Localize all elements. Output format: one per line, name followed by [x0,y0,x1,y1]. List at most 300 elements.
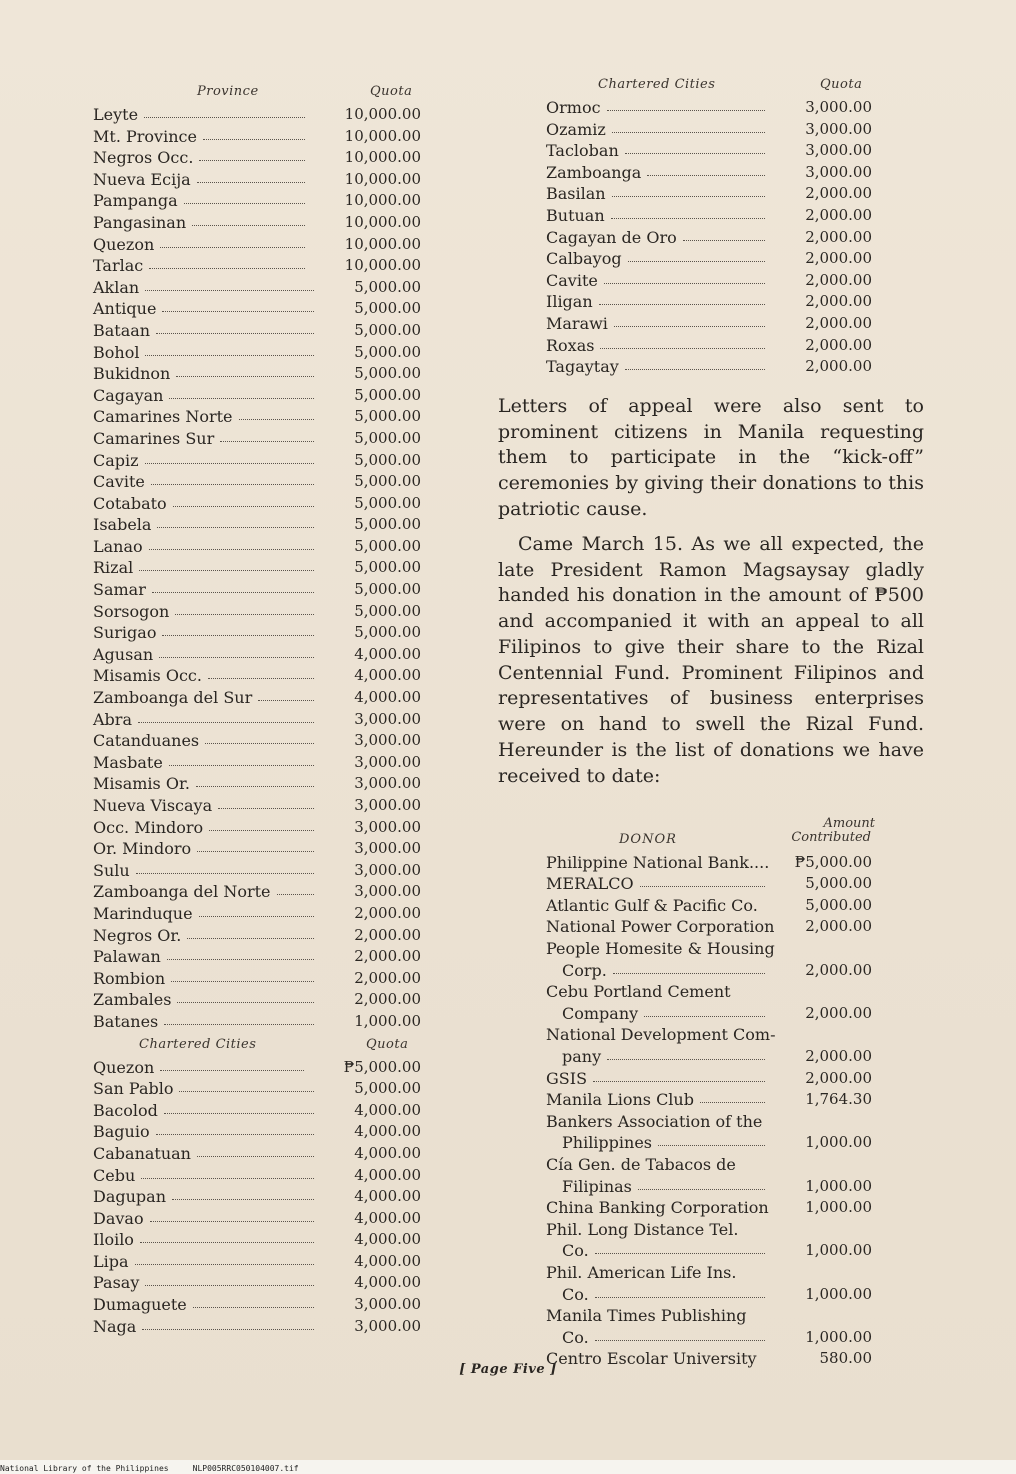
province-row [93,773,423,795]
donor-name: GSIS [546,1068,588,1088]
city-row-name: Ormoc [546,98,601,117]
city-row-name: Roxas [546,335,595,355]
donor-row [546,895,924,917]
dot-leader [612,132,765,133]
city-row-name: Iloilo [93,1230,134,1250]
donor-amount: 5,000.00 [805,895,872,914]
province-row-quota: 3,000.00 [354,752,421,771]
dot-leader [145,1285,314,1286]
city-row-name: Ozamiz [546,119,606,139]
city-row-quota: 2,000.00 [805,270,872,289]
province-row [93,320,423,342]
dot-leader [197,851,314,852]
province-row [93,860,423,882]
donor-name-continued: Co. [562,1241,589,1261]
city-row-quota: 4,000.00 [354,1187,421,1206]
donor-row [546,873,924,895]
donor-name: Phil. American Life Ins. [546,1262,737,1282]
province-row-name: Samar [93,580,146,600]
cities-quota-header: Quota [366,1036,409,1052]
city-row-name: Quezon [93,1057,155,1077]
donor-row-continued [546,1327,924,1349]
donor-row-continued [546,960,924,982]
dot-leader [150,1221,314,1222]
dot-leader [658,1145,765,1146]
dot-leader [144,117,305,118]
donor-row [546,938,924,960]
city-row-name: Marawi [546,313,608,333]
dot-leader [179,1091,314,1092]
donor-name: Cía Gen. de Tabacos de [546,1154,736,1174]
province-row [93,255,423,277]
city-row-name: Cebu [93,1165,136,1185]
dot-leader [614,326,765,327]
donor-amount: 1,000.00 [805,1284,872,1303]
donor-row [546,981,924,1003]
dot-leader [136,873,314,874]
donor-row [546,1089,924,1111]
city-row-name: San Pablo [93,1079,174,1099]
city-row [546,119,924,141]
province-row-name: Zamboanga del Sur [93,688,253,708]
donor-row [546,1262,924,1284]
donor-amount: ₱5,000.00 [794,852,872,871]
donor-row [546,1154,924,1176]
right-cities-table-header [546,77,924,97]
donor-name-continued: pany [562,1047,602,1067]
donor-name: People Homesite & Housing [546,939,775,959]
province-row-name: Cotabato [93,493,167,513]
province-row-name: Surigao [93,623,157,643]
dot-leader [157,527,314,528]
city-row [93,1316,423,1338]
province-table-header [93,84,423,104]
donor-row-continued [546,1132,924,1154]
province-row-name: Marinduque [93,903,193,923]
province-row-name: Abra [93,709,132,729]
province-row [93,644,423,666]
province-row-quota: 5,000.00 [354,320,421,339]
donor-row [546,916,924,938]
province-row [93,277,423,299]
province-row [93,709,423,731]
city-row [93,1100,423,1122]
city-row [93,1078,423,1100]
city-row-quota: 2,000.00 [805,357,872,376]
donor-amount: 2,000.00 [805,960,872,979]
donor-row [546,1197,924,1219]
city-row [546,162,924,184]
donor-amount: 2,000.00 [805,917,872,936]
province-row [93,536,423,558]
dot-leader [171,981,314,982]
dot-leader [197,1156,314,1157]
donor-row-continued [546,1240,924,1262]
donor-name-continued: Co. [562,1284,589,1304]
city-row [546,183,924,205]
province-row-quota: 3,000.00 [354,731,421,750]
dot-leader [167,959,314,960]
city-quota-list-right [546,97,924,378]
city-row [93,1294,423,1316]
donor-name: Bankers Association of the [546,1111,763,1131]
province-header: Province [197,84,259,99]
province-row-name: Pampanga [93,191,178,211]
province-row-quota: 10,000.00 [344,234,421,253]
city-row-quota: 4,000.00 [354,1230,421,1249]
city-row-quota: 2,000.00 [805,205,872,224]
province-row [93,579,423,601]
donor-row [546,1024,924,1046]
donor-name: MERALCO [546,874,634,894]
province-row-name: Misamis Occ. [93,666,202,686]
province-row-quota: 4,000.00 [354,666,421,685]
city-row-name: Dumaguete [93,1295,187,1315]
dot-leader [149,549,314,550]
province-row-name: Lanao [93,536,143,556]
city-row [546,335,924,357]
province-row-quota: 5,000.00 [354,558,421,577]
dot-leader [193,1307,314,1308]
contributed-header: Contributed [791,829,871,845]
dot-leader [145,290,314,291]
province-row-name: Bohol [93,342,140,362]
city-row [546,97,924,119]
province-row [93,104,423,126]
donor-amount: 1,000.00 [805,1198,872,1217]
province-row [93,342,423,364]
donor-row [546,1068,924,1090]
dot-leader [169,398,314,399]
dot-leader [607,1059,765,1060]
donor-name: Cebu Portland Cement [546,982,731,1002]
province-row [93,385,423,407]
dot-leader [625,153,765,154]
right-cities-header: Chartered Cities [598,77,716,92]
dot-leader [164,1113,314,1114]
city-row-name: Zamboanga [546,162,642,182]
province-row-name: Nueva Ecija [93,169,191,189]
donor-header: DONOR [619,831,677,847]
province-row-quota: 5,000.00 [354,493,421,512]
city-row-name: Cavite [546,270,598,290]
donor-row-continued [546,1046,924,1068]
province-row-quota: 5,000.00 [354,428,421,447]
city-row-quota: ₱5,000.00 [343,1057,421,1076]
dot-leader [625,369,765,370]
province-row [93,471,423,493]
province-row [93,169,423,191]
province-row [93,1011,423,1033]
province-row-name: Quezon [93,234,155,254]
donor-name: China Banking Corporation [546,1198,769,1218]
dot-leader [173,506,314,507]
province-row-name: Masbate [93,752,163,772]
province-row [93,234,423,256]
city-row-quota: 4,000.00 [354,1165,421,1184]
province-row-quota: 5,000.00 [354,385,421,404]
province-row-quota: 2,000.00 [354,947,421,966]
dot-leader [607,110,765,111]
donor-amount: 1,000.00 [805,1327,872,1346]
province-row-quota: 2,000.00 [354,968,421,987]
province-row-name: Agusan [93,644,154,664]
dot-leader [169,765,314,766]
dot-leader [628,261,765,262]
city-row-name: Pasay [93,1273,140,1293]
city-row-quota: 3,000.00 [805,141,872,160]
province-row-name: Camarines Sur [93,428,215,448]
province-row-name: Leyte [93,105,139,124]
dot-leader [595,1297,765,1298]
city-row-quota: 2,000.00 [805,335,872,354]
dot-leader [151,484,314,485]
province-row-name: Isabela [93,515,152,535]
province-row-name: Antique [93,299,157,319]
page-number: [ Page Five ] [459,1362,557,1377]
city-row-name: Cagayan de Oro [546,227,677,247]
dot-leader [277,894,314,895]
province-row [93,493,423,515]
province-row-quota: 5,000.00 [354,277,421,296]
dot-leader [700,1102,765,1103]
province-row [93,925,423,947]
donor-row-continued [546,1003,924,1025]
province-row-name: Cagayan [93,385,164,405]
province-row-quota: 3,000.00 [354,817,421,836]
province-row-quota: 4,000.00 [354,644,421,663]
province-row-quota: 2,000.00 [354,925,421,944]
dot-leader [593,1081,765,1082]
city-row-quota: 3,000.00 [805,119,872,138]
city-row [93,1186,423,1208]
province-row-name: Pangasinan [93,212,187,232]
city-row-quota: 4,000.00 [354,1251,421,1270]
dot-leader [604,283,765,284]
city-row-name: Basilan [546,184,606,204]
donor-amount: 5,000.00 [805,874,872,893]
city-row [93,1121,423,1143]
province-row-quota: 10,000.00 [344,212,421,231]
province-quota-list [93,104,423,1033]
province-row [93,428,423,450]
dot-leader [205,743,314,744]
city-row [93,1229,423,1251]
dot-leader [141,1178,314,1179]
donor-name-continued: Filipinas [562,1176,632,1196]
province-row-name: Sulu [93,860,130,880]
dot-leader [208,678,314,679]
city-row-quota: 3,000.00 [354,1295,421,1314]
province-row-name: Catanduanes [93,731,200,751]
province-row [93,190,423,212]
province-row-quota: 10,000.00 [344,169,421,188]
province-row [93,989,423,1011]
province-row [93,126,423,148]
province-row [93,752,423,774]
dot-leader [175,614,314,615]
province-row-name: Rombion [93,968,166,988]
city-row-quota: 2,000.00 [805,249,872,268]
province-row [93,212,423,234]
dot-leader [159,657,314,658]
dot-leader [595,1340,765,1341]
province-row-name: Palawan [93,947,161,967]
dot-leader [595,1253,765,1254]
province-row-quota: 5,000.00 [354,407,421,426]
dot-leader [638,1189,765,1190]
city-row-name: Davao [93,1208,144,1228]
archive-stamp: National Library of the Philippines NLP005RRC050104007.tif [0,1464,299,1473]
dot-leader [138,722,314,723]
left-column [93,84,423,1337]
appeal-paragraph: Letters of appeal were also sent to prominent citizens in Manila requesting them to participate in the “kick-off” ceremonies by giving their donations to this patriotic cause. [498,394,924,520]
right-column [498,77,924,1370]
province-row-quota: 3,000.00 [354,882,421,901]
city-row [546,291,924,313]
city-row-quota: 2,000.00 [805,313,872,332]
city-row [93,1057,423,1079]
city-row-name: Tacloban [546,141,619,161]
province-row-name: Camarines Norte [93,407,233,427]
donor-table-header [543,816,923,852]
province-row-name: Negros Or. [93,925,182,945]
city-quota-list-left [93,1057,423,1338]
dot-leader [258,700,314,701]
donor-amount: 1,000.00 [805,1241,872,1260]
dot-leader [613,973,765,974]
province-row-quota: 3,000.00 [354,839,421,858]
city-row-quota: 2,000.00 [805,292,872,311]
province-row [93,687,423,709]
dot-leader [611,218,765,219]
province-row-quota: 5,000.00 [354,580,421,599]
province-row-quota: 10,000.00 [344,126,421,145]
dot-leader [187,938,314,939]
city-row-name: Baguio [93,1122,150,1142]
donor-row [546,1305,924,1327]
dot-leader [683,240,765,241]
city-row [546,227,924,249]
dot-leader [160,1070,304,1071]
province-row-name: Rizal [93,558,134,578]
province-row-quota: 5,000.00 [354,601,421,620]
province-row-quota: 3,000.00 [354,796,421,814]
city-row-quota: 3,000.00 [805,98,872,116]
city-row [546,248,924,270]
province-row-name: Misamis Or. [93,774,190,794]
donor-name: Atlantic Gulf & Pacific Co. [546,895,758,915]
province-row [93,903,423,925]
city-row-quota: 2,000.00 [805,184,872,203]
city-row-quota: 4,000.00 [354,1122,421,1141]
dot-leader [156,333,314,334]
dot-leader [196,786,314,787]
donor-amount: 2,000.00 [805,1068,872,1087]
dot-leader [197,182,305,183]
donor-name: Centro Escolar University [546,1349,757,1369]
city-row [546,205,924,227]
city-row-quota: 2,000.00 [805,227,872,246]
province-row-quota: 2,000.00 [354,990,421,1009]
province-row [93,450,423,472]
province-row-name: Nueva Viscaya [93,796,213,815]
province-row [93,406,423,428]
province-row-name: Occ. Mindoro [93,817,204,837]
city-row-quota: 3,000.00 [805,162,872,181]
province-row-name: Zambales [93,990,172,1010]
city-row-name: Lipa [93,1251,129,1271]
dot-leader [600,348,765,349]
donor-name: National Power Corporation [546,917,775,937]
donor-name: Manila Lions Club [546,1090,694,1110]
donor-name: Manila Times Publishing [546,1306,747,1326]
province-row-name: Sorsogon [93,601,170,621]
dot-leader [176,376,314,377]
province-row [93,363,423,385]
donor-name-continued: Co. [562,1327,589,1347]
city-row [546,313,924,335]
province-row-name: Zamboanga del Norte [93,882,271,902]
city-row-name: Bacolod [93,1100,158,1120]
province-row-name: Capiz [93,450,139,470]
city-row-name: Cabanatuan [93,1143,191,1163]
city-row [546,356,924,378]
dot-leader [156,1134,314,1135]
dot-leader [164,1024,314,1025]
dot-leader [145,463,314,464]
province-row [93,601,423,623]
donor-list [546,852,924,1370]
dot-leader [172,1199,314,1200]
province-row-quota: 10,000.00 [344,105,421,123]
donor-row [546,1219,924,1241]
province-row-quota: 1,000.00 [354,1011,421,1030]
dot-leader [135,1264,314,1265]
city-row-quota: 3,000.00 [354,1316,421,1335]
province-row-name: Mt. Province [93,126,197,146]
donor-name: Philippine National Bank.... [546,852,770,872]
province-row-name: Batanes [93,1011,159,1031]
dot-leader [599,304,765,305]
donor-row-continued [546,1284,924,1306]
province-row-quota: 5,000.00 [354,450,421,469]
march-paragraph: Came March 15. As we all expected, the late President Ramon Magsaysay gladly handed his donation in the amount of ₱500 and accompanied it with an appeal to all Filipinos to give their share to the Rizal Centennial Fund. Prominent Filipinos and representatives of business enterprises were on hand to swell the Rizal Fund. Hereunder is the list of donations we have received to date: [498,532,924,787]
province-row-name: Tarlac [93,256,144,276]
donor-amount: 2,000.00 [805,1003,872,1022]
province-row [93,968,423,990]
city-row-quota: 4,000.00 [354,1100,421,1119]
province-row [93,795,423,817]
province-row-quota: 10,000.00 [344,148,421,167]
donor-amount: 580.00 [819,1349,872,1368]
quota-header: Quota [370,84,413,99]
province-row [93,838,423,860]
province-row-quota: 3,000.00 [354,774,421,793]
city-row-name: Dagupan [93,1187,166,1207]
donor-amount: 2,000.00 [805,1047,872,1066]
province-row-quota: 4,000.00 [354,688,421,707]
donor-amount: 1,000.00 [805,1133,872,1152]
city-row-quota: 5,000.00 [354,1079,421,1098]
province-row [93,665,423,687]
dot-leader [192,225,305,226]
dot-leader [199,160,305,161]
province-row-quota: 5,000.00 [354,342,421,361]
province-row-quota: 3,000.00 [354,860,421,879]
province-row-name: Negros Occ. [93,148,194,168]
province-row [93,946,423,968]
